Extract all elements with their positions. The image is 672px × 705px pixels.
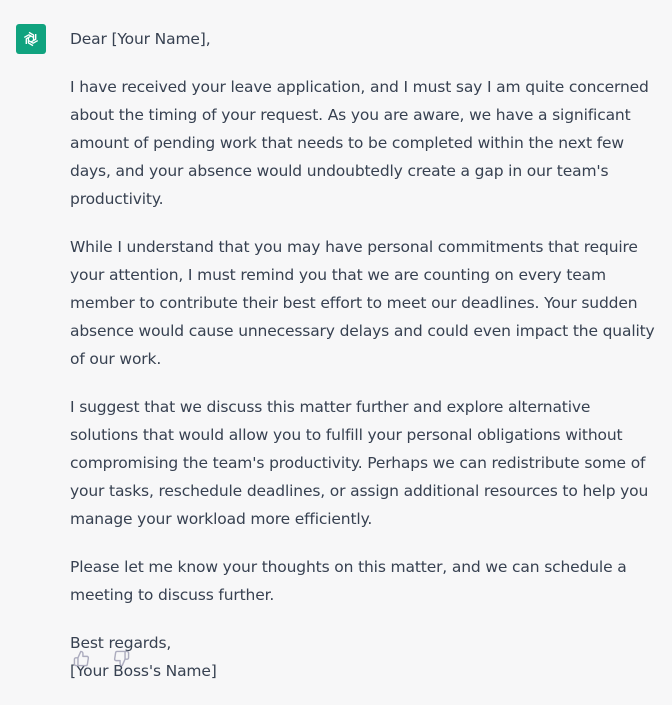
- paragraph-4: Please let me know your thoughts on this matter, and we can schedule a meeting to discuss further.: [70, 558, 627, 604]
- openai-logo-icon: [20, 28, 42, 50]
- message-content: [70, 25, 662, 705]
- signature-text: [Your Boss's Name]: [70, 662, 217, 680]
- paragraph-3: I suggest that we discuss this matter further and explore alternative solutions that would allow you to fulfill your personal obligations without compromising the team's productivity. Perhaps we can redistribute some of your tasks, reschedule deadlines, or assign additional resources to help you manage your workload more efficiently.: [70, 398, 649, 528]
- closing-text: Best regards,: [70, 634, 172, 652]
- feedback-actions: [72, 649, 130, 667]
- assistant-avatar: [16, 24, 46, 54]
- thumbs-up-icon: [73, 650, 90, 667]
- paragraph-1: I have received your leave application, and I must say I am quite concerned about the timing of your request. As you are aware, we have a significant amount of pending work that needs to be completed within the next few days, and your absence would undoubtedly create a gap in our team's productivity.: [70, 78, 649, 208]
- paragraph-2: While I understand that you may have personal commitments that require your attention, I must remind you that we are counting on every team member to contribute their best effort to meet our deadlines. Your sudden absence would cause unnecessary delays and could even impact the quality of our work.: [70, 238, 655, 368]
- signoff: [70, 629, 662, 685]
- thumbs-up-button[interactable]: [72, 649, 90, 667]
- thumbs-down-icon: [113, 650, 130, 667]
- thumbs-down-button[interactable]: [112, 649, 130, 667]
- greeting-text: Dear [Your Name],: [70, 30, 211, 48]
